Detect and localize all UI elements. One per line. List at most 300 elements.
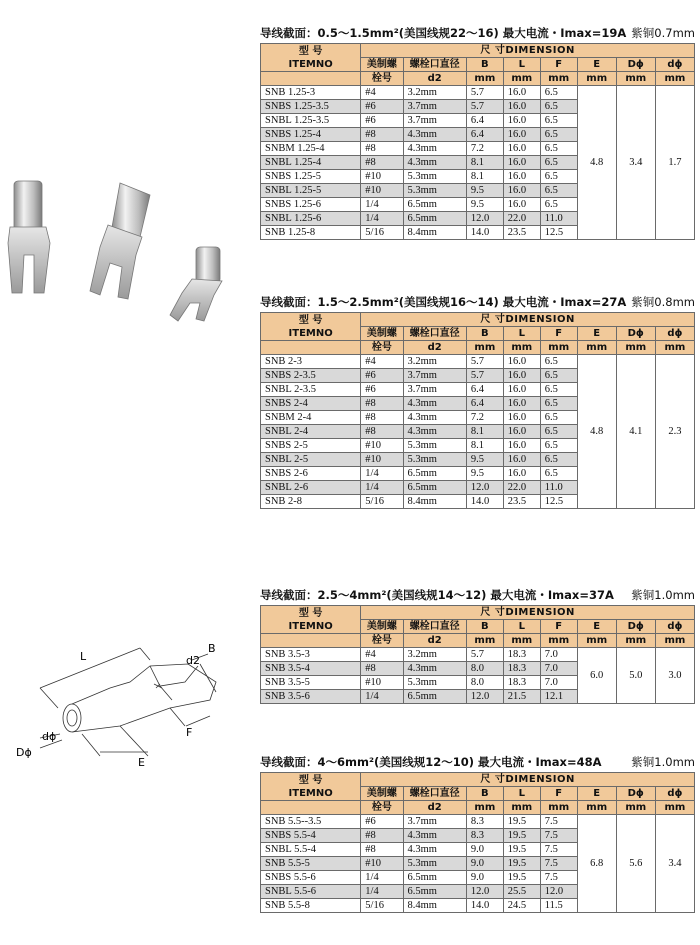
cell-l: 16.0 xyxy=(503,100,540,114)
cell-d2: 4.3mm xyxy=(403,397,466,411)
spec-section-2 xyxy=(260,294,695,509)
cell-b: 9.5 xyxy=(466,198,503,212)
cell-itemno: SNB 3.5-5 xyxy=(261,676,361,690)
cell-dphi: 3.4 xyxy=(655,815,694,913)
header-type-label: 型 号 xyxy=(298,314,323,326)
cell-b: 14.0 xyxy=(466,899,503,913)
header-unit-mm: mm xyxy=(503,72,540,86)
cell-itemno: SNBS 1.25-6 xyxy=(261,198,361,212)
header-unit-mm: mm xyxy=(616,341,655,355)
header-type-filler xyxy=(261,341,361,355)
cell-l: 16.0 xyxy=(503,411,540,425)
cell-l: 16.0 xyxy=(503,184,540,198)
cell-us-bolt: #8 xyxy=(361,128,403,142)
header-dphi: dϕ xyxy=(655,620,694,634)
cell-us-bolt: 5/16 xyxy=(361,226,403,240)
header-unit-mm: mm xyxy=(655,341,694,355)
cell-b: 5.7 xyxy=(466,100,503,114)
header-us-bolt-2: 栓号 xyxy=(361,634,403,648)
cell-itemno: SNB 3.5-6 xyxy=(261,690,361,704)
cell-d2: 4.3mm xyxy=(403,829,466,843)
header-d2: d2 xyxy=(403,801,466,815)
cell-us-bolt: #4 xyxy=(361,355,403,369)
header-itemno-label: ITEMNO xyxy=(288,327,333,339)
header-l: L xyxy=(503,58,540,72)
header-unit-mm: mm xyxy=(540,72,577,86)
cell-f: 7.5 xyxy=(540,829,577,843)
cell-l: 22.0 xyxy=(503,212,540,226)
cell-d2: 4.3mm xyxy=(403,425,466,439)
header-type-label: 型 号 xyxy=(298,45,323,57)
header-unit-mm: mm xyxy=(540,801,577,815)
header-bolt-diameter: 螺栓口直径 xyxy=(403,58,466,72)
header-f: F xyxy=(540,58,577,72)
diagram-label-l: L xyxy=(80,650,87,663)
cell-f: 7.0 xyxy=(540,648,577,662)
header-us-bolt: 美制螺 xyxy=(361,787,403,801)
cell-l: 23.5 xyxy=(503,226,540,240)
cell-b: 8.0 xyxy=(466,676,503,690)
header-unit-mm: mm xyxy=(577,341,616,355)
cell-b: 7.2 xyxy=(466,411,503,425)
cell-l: 16.0 xyxy=(503,142,540,156)
cell-f: 7.5 xyxy=(540,871,577,885)
header-row xyxy=(261,773,695,787)
table-row xyxy=(261,86,695,100)
cell-itemno: SNBS 5.5-4 xyxy=(261,829,361,843)
header-dphi: Dϕ xyxy=(616,620,655,634)
cell-b: 6.4 xyxy=(466,114,503,128)
cell-e: 4.8 xyxy=(577,86,616,240)
header-units-row xyxy=(261,72,695,86)
cell-us-bolt: #8 xyxy=(361,142,403,156)
header-dphi: Dϕ xyxy=(616,787,655,801)
header-unit-mm: mm xyxy=(503,801,540,815)
cell-b: 8.1 xyxy=(466,439,503,453)
cell-us-bolt: #8 xyxy=(361,829,403,843)
cell-us-bolt: 1/4 xyxy=(361,885,403,899)
cell-f: 7.0 xyxy=(540,662,577,676)
cell-f: 12.5 xyxy=(540,495,577,509)
header-f: F xyxy=(540,620,577,634)
header-unit-mm: mm xyxy=(577,801,616,815)
section-title: 导线截面：4～6mm²(美国线规12～10) 最大电流・Imax=48A xyxy=(260,755,602,769)
cell-itemno: SNB 5.5-8 xyxy=(261,899,361,913)
header-type xyxy=(261,44,361,72)
cell-d2: 3.7mm xyxy=(403,815,466,829)
diagram-label-f: F xyxy=(186,726,193,739)
copper-thickness: 紫铜0.8mm xyxy=(631,295,695,309)
cell-us-bolt: #8 xyxy=(361,411,403,425)
copper-thickness: 紫铜1.0mm xyxy=(631,755,695,769)
spade-terminal-large xyxy=(8,181,50,293)
cell-l: 16.0 xyxy=(503,439,540,453)
diagram-label-d2: d2 xyxy=(186,654,200,667)
cell-itemno: SNBS 5.5-6 xyxy=(261,871,361,885)
cell-l: 21.5 xyxy=(503,690,540,704)
cell-l: 16.0 xyxy=(503,467,540,481)
cell-d2: 4.3mm xyxy=(403,142,466,156)
cell-d2: 3.7mm xyxy=(403,369,466,383)
cell-d2: 4.3mm xyxy=(403,411,466,425)
header-bolt-diameter: 螺栓口直径 xyxy=(403,620,466,634)
cell-f: 7.5 xyxy=(540,815,577,829)
cell-d2: 4.3mm xyxy=(403,156,466,170)
copper-thickness: 紫铜0.7mm xyxy=(631,26,695,40)
cell-b: 9.5 xyxy=(466,467,503,481)
cell-b: 9.0 xyxy=(466,857,503,871)
cell-d2: 4.3mm xyxy=(403,128,466,142)
cell-l: 18.3 xyxy=(503,662,540,676)
header-l: L xyxy=(503,787,540,801)
cell-b: 8.3 xyxy=(466,815,503,829)
cell-f: 6.5 xyxy=(540,439,577,453)
diagram-label-e: E xyxy=(138,756,145,769)
cell-l: 16.0 xyxy=(503,128,540,142)
cell-b: 5.7 xyxy=(466,86,503,100)
cell-l: 16.0 xyxy=(503,114,540,128)
header-dphi: dϕ xyxy=(655,787,694,801)
header-itemno-label: ITEMNO xyxy=(288,787,333,799)
cell-itemno: SNB 3.5-3 xyxy=(261,648,361,662)
cell-us-bolt: #8 xyxy=(361,156,403,170)
header-dimension: 尺 寸DIMENSION xyxy=(361,313,695,327)
cell-d2: 5.3mm xyxy=(403,184,466,198)
cell-l: 16.0 xyxy=(503,170,540,184)
header-dphi: Dϕ xyxy=(616,58,655,72)
spec-table xyxy=(260,605,695,704)
header-itemno-label: ITEMNO xyxy=(288,620,333,632)
cell-b: 8.0 xyxy=(466,662,503,676)
header-row xyxy=(261,313,695,327)
cell-d2: 5.3mm xyxy=(403,676,466,690)
cell-us-bolt: #6 xyxy=(361,100,403,114)
cell-l: 23.5 xyxy=(503,495,540,509)
cell-f: 7.5 xyxy=(540,857,577,871)
cell-l: 24.5 xyxy=(503,899,540,913)
cell-d2: 3.7mm xyxy=(403,114,466,128)
cell-f: 11.0 xyxy=(540,481,577,495)
cell-itemno: SNBS 1.25-3.5 xyxy=(261,100,361,114)
cell-us-bolt: 5/16 xyxy=(361,495,403,509)
cell-f: 6.5 xyxy=(540,142,577,156)
cell-us-bolt: #10 xyxy=(361,676,403,690)
header-d2: d2 xyxy=(403,634,466,648)
cell-us-bolt: #10 xyxy=(361,453,403,467)
header-unit-mm: mm xyxy=(466,341,503,355)
cell-d2: 6.5mm xyxy=(403,467,466,481)
header-unit-mm: mm xyxy=(503,341,540,355)
cell-b: 12.0 xyxy=(466,481,503,495)
cell-l: 16.0 xyxy=(503,369,540,383)
cell-l: 19.5 xyxy=(503,843,540,857)
cell-itemno: SNBL 2-3.5 xyxy=(261,383,361,397)
cell-b: 6.4 xyxy=(466,397,503,411)
dimension-diagram xyxy=(10,630,250,770)
cell-l: 16.0 xyxy=(503,453,540,467)
table-row xyxy=(261,648,695,662)
header-type-filler xyxy=(261,634,361,648)
header-unit-mm: mm xyxy=(616,72,655,86)
cell-itemno: SNBS 2-3.5 xyxy=(261,369,361,383)
cell-f: 6.5 xyxy=(540,425,577,439)
cell-b: 5.7 xyxy=(466,355,503,369)
cell-d2: 4.3mm xyxy=(403,662,466,676)
cell-b: 8.1 xyxy=(466,170,503,184)
header-b: B xyxy=(466,327,503,341)
cell-us-bolt: #6 xyxy=(361,383,403,397)
cell-b: 7.2 xyxy=(466,142,503,156)
cell-l: 16.0 xyxy=(503,425,540,439)
section-title: 导线截面：1.5～2.5mm²(美国线规16～14) 最大电流・Imax=27A xyxy=(260,295,627,309)
header-dimension: 尺 寸DIMENSION xyxy=(361,44,695,58)
cell-us-bolt: 5/16 xyxy=(361,899,403,913)
cell-e: 6.8 xyxy=(577,815,616,913)
cell-l: 19.5 xyxy=(503,871,540,885)
header-e: E xyxy=(577,787,616,801)
cell-d2: 6.5mm xyxy=(403,481,466,495)
cell-d2: 8.4mm xyxy=(403,495,466,509)
cell-b: 9.0 xyxy=(466,843,503,857)
cell-us-bolt: #10 xyxy=(361,184,403,198)
spec-table xyxy=(260,312,695,509)
cell-us-bolt: #4 xyxy=(361,86,403,100)
cell-us-bolt: 1/4 xyxy=(361,198,403,212)
section-title: 导线截面：2.5～4mm²(美国线规14～12) 最大电流・Imax=37A xyxy=(260,588,614,602)
cell-f: 12.5 xyxy=(540,226,577,240)
cell-us-bolt: #6 xyxy=(361,114,403,128)
cell-itemno: SNBL 1.25-6 xyxy=(261,212,361,226)
header-b: B xyxy=(466,787,503,801)
header-b: B xyxy=(466,58,503,72)
header-type xyxy=(261,606,361,634)
cell-us-bolt: #8 xyxy=(361,662,403,676)
header-d2: d2 xyxy=(403,341,466,355)
cell-l: 16.0 xyxy=(503,355,540,369)
cell-f: 6.5 xyxy=(540,467,577,481)
header-e: E xyxy=(577,327,616,341)
header-unit-mm: mm xyxy=(503,634,540,648)
cell-d2: 3.2mm xyxy=(403,648,466,662)
header-e: E xyxy=(577,58,616,72)
cell-itemno: SNBL 5.5-4 xyxy=(261,843,361,857)
cell-f: 6.5 xyxy=(540,411,577,425)
header-dphi: dϕ xyxy=(655,327,694,341)
cell-itemno: SNBS 1.25-4 xyxy=(261,128,361,142)
cell-b: 12.0 xyxy=(466,690,503,704)
header-type-label: 型 号 xyxy=(298,607,323,619)
cell-b: 9.0 xyxy=(466,871,503,885)
cell-d2: 6.5mm xyxy=(403,871,466,885)
cell-f: 6.5 xyxy=(540,100,577,114)
cell-l: 16.0 xyxy=(503,86,540,100)
cell-f: 6.5 xyxy=(540,170,577,184)
cell-itemno: SNBL 1.25-4 xyxy=(261,156,361,170)
cell-e: 6.0 xyxy=(577,648,616,704)
diagram-label-Dphi: Dϕ xyxy=(16,746,32,759)
header-unit-mm: mm xyxy=(655,801,694,815)
cell-us-bolt: 1/4 xyxy=(361,467,403,481)
header-unit-mm: mm xyxy=(616,801,655,815)
header-type-filler xyxy=(261,72,361,86)
cell-d2: 4.3mm xyxy=(403,843,466,857)
header-unit-mm: mm xyxy=(540,341,577,355)
cell-itemno: SNBL 2-6 xyxy=(261,481,361,495)
cell-us-bolt: #10 xyxy=(361,170,403,184)
header-unit-mm: mm xyxy=(616,634,655,648)
cell-itemno: SNBS 2-4 xyxy=(261,397,361,411)
cell-dphi: 3.0 xyxy=(655,648,694,704)
cell-f: 6.5 xyxy=(540,184,577,198)
header-unit-mm: mm xyxy=(540,634,577,648)
header-f: F xyxy=(540,327,577,341)
cell-itemno: SNBS 2-5 xyxy=(261,439,361,453)
cell-f: 6.5 xyxy=(540,369,577,383)
product-photo xyxy=(0,175,240,325)
cell-e: 4.8 xyxy=(577,355,616,509)
cell-l: 16.0 xyxy=(503,156,540,170)
header-dphi: dϕ xyxy=(655,58,694,72)
header-l: L xyxy=(503,327,540,341)
cell-itemno: SNBL 2-5 xyxy=(261,453,361,467)
cell-us-bolt: 1/4 xyxy=(361,481,403,495)
spade-terminal-small xyxy=(170,247,222,321)
cell-d2: 3.2mm xyxy=(403,86,466,100)
header-bolt-diameter: 螺栓口直径 xyxy=(403,327,466,341)
cell-itemno: SNBL 2-4 xyxy=(261,425,361,439)
header-us-bolt-2: 栓号 xyxy=(361,72,403,86)
cell-b: 8.3 xyxy=(466,829,503,843)
header-f: F xyxy=(540,787,577,801)
cell-us-bolt: #6 xyxy=(361,369,403,383)
cell-f: 6.5 xyxy=(540,128,577,142)
header-type-label: 型 号 xyxy=(298,774,323,786)
section-title: 导线截面：0.5～1.5mm²(美国线规22～16) 最大电流・Imax=19A xyxy=(260,26,627,40)
cell-l: 16.0 xyxy=(503,397,540,411)
cell-dphi: 2.3 xyxy=(655,355,694,509)
cell-b: 9.5 xyxy=(466,453,503,467)
cell-itemno: SNB 3.5-4 xyxy=(261,662,361,676)
cell-f: 6.5 xyxy=(540,86,577,100)
spade-terminal-medium xyxy=(90,183,150,299)
cell-f: 7.0 xyxy=(540,676,577,690)
cell-l: 18.3 xyxy=(503,648,540,662)
cell-l: 16.0 xyxy=(503,383,540,397)
spec-section-4 xyxy=(260,754,695,913)
header-us-bolt: 美制螺 xyxy=(361,327,403,341)
cell-f: 6.5 xyxy=(540,383,577,397)
spec-table xyxy=(260,772,695,913)
cell-l: 19.5 xyxy=(503,815,540,829)
cell-itemno: SNBM 2-4 xyxy=(261,411,361,425)
header-b: B xyxy=(466,620,503,634)
cell-itemno: SNBL 1.25-3.5 xyxy=(261,114,361,128)
cell-d2: 8.4mm xyxy=(403,226,466,240)
cell-dphi: 1.7 xyxy=(655,86,694,240)
cell-l: 22.0 xyxy=(503,481,540,495)
table-row xyxy=(261,355,695,369)
cell-itemno: SNBL 5.5-6 xyxy=(261,885,361,899)
cell-itemno: SNB 2-8 xyxy=(261,495,361,509)
header-dimension: 尺 寸DIMENSION xyxy=(361,606,695,620)
cell-itemno: SNBS 2-6 xyxy=(261,467,361,481)
cell-f: 12.1 xyxy=(540,690,577,704)
cell-us-bolt: #4 xyxy=(361,648,403,662)
cell-f: 6.5 xyxy=(540,114,577,128)
cell-itemno: SNB 2-3 xyxy=(261,355,361,369)
cell-us-bolt: #8 xyxy=(361,843,403,857)
header-dimension: 尺 寸DIMENSION xyxy=(361,773,695,787)
cell-d2: 3.7mm xyxy=(403,383,466,397)
cell-f: 11.0 xyxy=(540,212,577,226)
cell-d2: 6.5mm xyxy=(403,198,466,212)
cell-b: 5.7 xyxy=(466,648,503,662)
header-unit-mm: mm xyxy=(466,72,503,86)
header-type-filler xyxy=(261,801,361,815)
cell-d2: 8.4mm xyxy=(403,899,466,913)
cell-d2: 3.2mm xyxy=(403,355,466,369)
header-us-bolt: 美制螺 xyxy=(361,58,403,72)
cell-itemno: SNB 1.25-3 xyxy=(261,86,361,100)
cell-d2: 5.3mm xyxy=(403,453,466,467)
cell-b: 8.1 xyxy=(466,156,503,170)
cell-us-bolt: 1/4 xyxy=(361,690,403,704)
cell-itemno: SNBM 1.25-4 xyxy=(261,142,361,156)
cell-l: 19.5 xyxy=(503,829,540,843)
diagram-label-dphi: dϕ xyxy=(42,730,57,743)
cell-itemno: SNB 5.5-5 xyxy=(261,857,361,871)
header-us-bolt: 美制螺 xyxy=(361,620,403,634)
cell-us-bolt: #10 xyxy=(361,857,403,871)
cell-us-bolt: #10 xyxy=(361,439,403,453)
cell-itemno: SNBS 1.25-5 xyxy=(261,170,361,184)
cell-f: 6.5 xyxy=(540,453,577,467)
header-dphi: Dϕ xyxy=(616,327,655,341)
diagram-label-b: B xyxy=(208,642,216,655)
header-type xyxy=(261,313,361,341)
cell-Dphi: 3.4 xyxy=(616,86,655,240)
cell-us-bolt: 1/4 xyxy=(361,212,403,226)
header-unit-mm: mm xyxy=(466,634,503,648)
cell-b: 12.0 xyxy=(466,885,503,899)
spec-section-1 xyxy=(260,25,695,240)
header-unit-mm: mm xyxy=(655,634,694,648)
cell-f: 12.0 xyxy=(540,885,577,899)
cell-d2: 3.7mm xyxy=(403,100,466,114)
header-type xyxy=(261,773,361,801)
cell-us-bolt: 1/4 xyxy=(361,871,403,885)
cell-Dphi: 5.6 xyxy=(616,815,655,913)
cell-l: 25.5 xyxy=(503,885,540,899)
cell-b: 8.1 xyxy=(466,425,503,439)
cell-b: 9.5 xyxy=(466,184,503,198)
header-unit-mm: mm xyxy=(577,634,616,648)
header-unit-mm: mm xyxy=(577,72,616,86)
cell-d2: 6.5mm xyxy=(403,212,466,226)
cell-f: 6.5 xyxy=(540,198,577,212)
cell-us-bolt: #8 xyxy=(361,425,403,439)
table-row xyxy=(261,815,695,829)
header-us-bolt-2: 栓号 xyxy=(361,341,403,355)
cell-Dphi: 5.0 xyxy=(616,648,655,704)
header-us-bolt-2: 栓号 xyxy=(361,801,403,815)
cell-Dphi: 4.1 xyxy=(616,355,655,509)
cell-d2: 5.3mm xyxy=(403,170,466,184)
spec-section-3 xyxy=(260,587,695,704)
header-units-row xyxy=(261,801,695,815)
header-bolt-diameter: 螺栓口直径 xyxy=(403,787,466,801)
cell-f: 6.5 xyxy=(540,156,577,170)
